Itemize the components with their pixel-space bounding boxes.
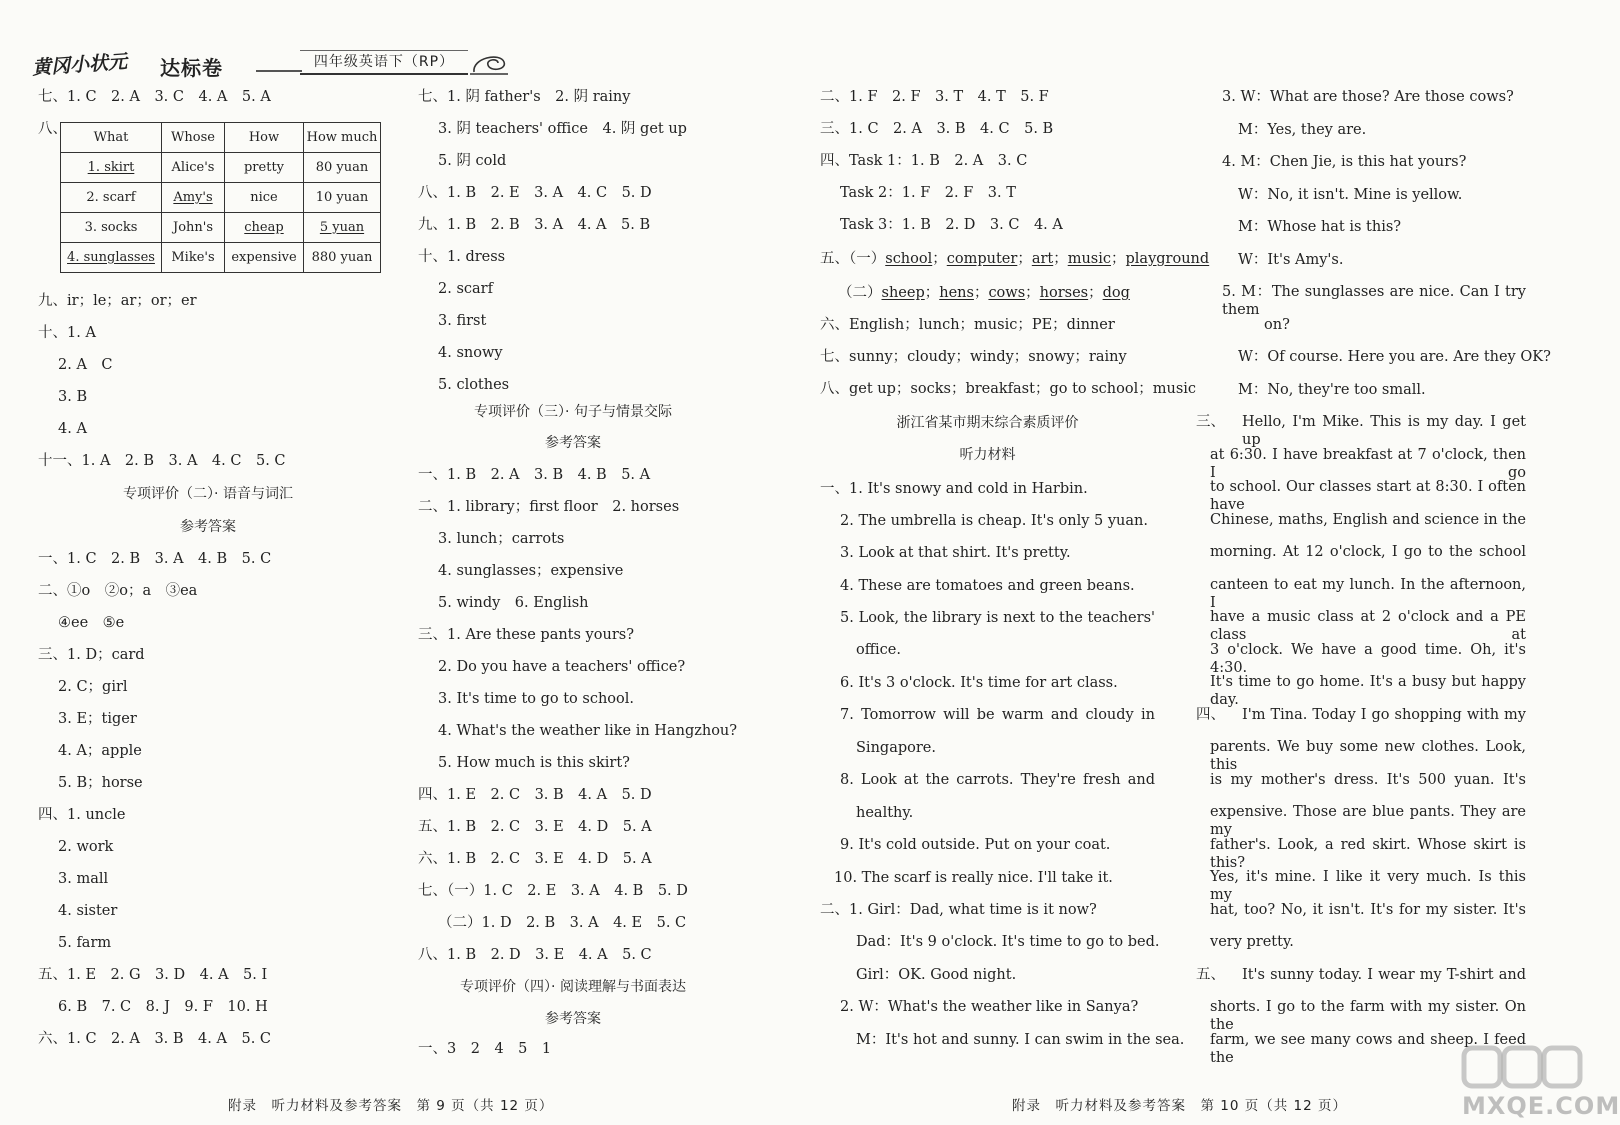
table-cell: Alice's: [171, 160, 215, 175]
brand-title: 达标卷: [160, 56, 223, 80]
passage-line: is my mother's dress. It's 500 yuan. It's: [1210, 772, 1526, 788]
answer-line: 4. sunglasses；expensive: [438, 563, 624, 579]
answer-line: 3. 阴 teachers' office 4. 阴 get up: [438, 121, 687, 137]
answer-line: 七、1. 阴 father's 2. 阴 rainy: [418, 89, 631, 105]
transcript-line: 10. The scarf is really nice. I'll take it.: [834, 870, 1113, 886]
answer-line: 5. windy 6. English: [438, 595, 589, 611]
answer-line: 3. E；tiger: [58, 711, 137, 727]
transcript-line: 8. Look at the carrots. They're fresh and: [840, 772, 1155, 788]
section-heading: 专项评价（四）· 阅读理解与书面表达: [460, 979, 686, 995]
passage-line: farm, we see many cows and sheep. I feed the: [1210, 1032, 1526, 1066]
table-cell: 5 yuan: [319, 220, 365, 235]
passage-line: very pretty.: [1210, 934, 1294, 950]
answer-line: 4. sister: [58, 903, 118, 919]
answer-line: ④ee ⑤e: [58, 615, 125, 631]
answer-line: 七、1. C 2. A 3. C 4. A 5. A: [38, 89, 271, 105]
answer-line: 4. A；apple: [58, 743, 142, 759]
section-subheading: 参考答案: [545, 1011, 601, 1027]
table-header-row: [61, 123, 381, 153]
page-header: [28, 44, 498, 80]
answer-line: 五、1. B 2. C 3. E 4. D 5. A: [418, 819, 652, 835]
answer-line: 4. A: [58, 421, 87, 437]
table-cell: 2. scarf: [86, 190, 136, 205]
table-cell: 4. sunglasses: [67, 250, 155, 265]
table-header: How much: [304, 123, 381, 153]
underlined-word: sheep: [881, 285, 925, 301]
answer-line: 八、get up；socks；breakfast；go to school；music: [820, 381, 1197, 397]
table-cell: Mike's: [171, 250, 215, 265]
passage-line: at 6:30. I have breakfast at 7 o'clock, then I go: [1210, 447, 1526, 481]
passage-line: Chinese, maths, English and science in the: [1210, 512, 1526, 528]
answer-line: 一、1. C 2. B 3. A 4. B 5. C: [38, 551, 272, 567]
passage-line: It's sunny today. I wear my T-shirt and: [1242, 967, 1526, 983]
answer-line: 3. mall: [58, 871, 109, 887]
transcript-line: 二、1. Girl：Dad, what time is it now?: [820, 902, 1097, 918]
answer-line: 五、1. E 2. G 3. D 4. A 5. I: [38, 967, 268, 983]
table-cell: expensive: [231, 250, 297, 265]
passage-line: parents. We buy some new clothes. Look, this: [1210, 739, 1526, 773]
table-row: [61, 183, 381, 213]
section-subheading: 听力材料: [959, 447, 1016, 463]
answer-line: 5. clothes: [438, 377, 510, 393]
answer-line: 七、（一）1. C 2. E 3. A 4. B 5. D: [418, 883, 688, 899]
section-subheading: 参考答案: [180, 519, 236, 535]
answer-line-underlined: （二）sheep；hens；cows；horses；dog: [838, 285, 1130, 301]
answer-line: 三、1. C 2. A 3. B 4. C 5. B: [820, 121, 1054, 137]
grade-label: 四年级英语下（RP）: [300, 50, 468, 75]
page-footer-left: 附录 听力材料及参考答案 第 9 页（共 12 页）: [228, 1098, 554, 1114]
transcript-line: on?: [1264, 317, 1290, 333]
answer-line: 一、3 2 4 5 1: [418, 1041, 552, 1057]
transcript-line: 5. Look, the library is next to the teachers': [840, 610, 1155, 626]
table-cell: 880 yuan: [311, 250, 373, 265]
section-label: 三、: [1196, 414, 1225, 430]
answer-line: 七、sunny；cloudy；windy；snowy；rainy: [820, 349, 1127, 365]
page-footer-right: 附录 听力材料及参考答案 第 10 页（共 12 页）: [1012, 1098, 1348, 1114]
answer-line: 九、ir；le；ar；or；er: [38, 293, 197, 309]
table-row: [61, 213, 381, 243]
table-cell: 80 yuan: [315, 160, 369, 175]
table-cell: John's: [172, 220, 214, 235]
table-cell: 10 yuan: [315, 190, 369, 205]
answer-line-underlined: 五、（一）school；computer；art；music；playground: [820, 251, 1210, 267]
watermark-text: MXQE.COM: [1462, 1092, 1620, 1120]
answer-line: 四、1. E 2. C 3. B 4. A 5. D: [418, 787, 652, 803]
answer-line: 4. snowy: [438, 345, 503, 361]
underlined-word: art: [1031, 251, 1054, 267]
transcript-line: 4. These are tomatoes and green beans.: [840, 578, 1135, 594]
passage-line: It's time to go home. It's a busy but happy day.: [1210, 674, 1526, 708]
transcript-line: Girl：OK. Good night.: [856, 967, 1017, 983]
table-cell: 1. skirt: [87, 160, 135, 175]
answer-line: 一、1. B 2. A 3. B 4. B 5. A: [418, 467, 651, 483]
section-label: 五、（一）: [820, 251, 886, 267]
table-cell: cheap: [244, 220, 284, 235]
table-header: How: [225, 123, 304, 153]
transcript-line: M：Yes, they are.: [1238, 122, 1367, 138]
underlined-word: computer: [946, 251, 1018, 267]
passage-line: to school. Our classes start at 8:30. I often have: [1210, 479, 1526, 513]
transcript-line: M：It's hot and sunny. I can swim in the sea.: [856, 1032, 1185, 1048]
transcript-line: 2. W：What's the weather like in Sanya?: [840, 999, 1139, 1015]
section-label: 五、: [1196, 967, 1225, 983]
table-header: What: [61, 123, 162, 153]
table-cell: nice: [250, 190, 278, 205]
passage-line: hat, too? No, it isn't. It's for my sister. It's: [1210, 902, 1526, 918]
passage-line: morning. At 12 o'clock, I go to the school: [1210, 544, 1526, 560]
answer-line: 3. B: [58, 389, 88, 405]
answer-line: 九、1. B 2. B 3. A 4. A 5. B: [418, 217, 651, 233]
passage-line: have a music class at 2 o'clock and a PE class at: [1210, 609, 1526, 643]
answer-line: Task 3：1. B 2. D 3. C 4. A: [840, 217, 1063, 233]
passage-line: I'm Tina. Today I go shopping with my: [1242, 707, 1526, 723]
section-subheading: 参考答案: [545, 435, 601, 451]
passage-line: Yes, it's mine. I like it very much. Is this my: [1210, 869, 1526, 903]
transcript-line: 3. Look at that shirt. It's pretty.: [840, 545, 1071, 561]
watermark-logo-icon: [1462, 1044, 1582, 1094]
transcript-line: M：Whose hat is this?: [1238, 219, 1402, 235]
answer-line: 6. B 7. C 8. J 9. F 10. H: [58, 999, 268, 1015]
answer-line: 二、1. library；first floor 2. horses: [418, 499, 680, 515]
underlined-word: music: [1067, 251, 1112, 267]
passage-line: father's. Look, a red skirt. Whose skirt is this?: [1210, 837, 1526, 871]
answer-line: 3. first: [438, 313, 487, 329]
transcript-line: M：No, they're too small.: [1238, 382, 1426, 398]
answer-line: 2. A C: [58, 357, 113, 373]
answer-line: 5. B；horse: [58, 775, 143, 791]
watermark: [1432, 1040, 1620, 1120]
answer-line: 2. C；girl: [58, 679, 128, 695]
transcript-line: office.: [856, 642, 901, 658]
table-row: [61, 243, 381, 273]
answer-line: 5. How much is this skirt?: [438, 755, 630, 771]
answer-line: 四、1. uncle: [38, 807, 126, 823]
transcript-line: 2. The umbrella is cheap. It's only 5 yuan.: [840, 513, 1148, 529]
transcript-line: 4. M：Chen Jie, is this hat yours?: [1222, 154, 1467, 170]
answer-line: 5. 阴 cold: [438, 153, 507, 169]
answer-line: 2. work: [58, 839, 114, 855]
answer-line: 六、1. C 2. A 3. B 4. A 5. C: [38, 1031, 272, 1047]
section-heading: 专项评价（三）· 句子与情景交际: [474, 404, 672, 420]
underlined-word: school: [885, 251, 933, 267]
answer-line: 2. scarf: [438, 281, 493, 297]
answer-line: 十、1. dress: [418, 249, 506, 265]
answer-line: 二、①o ②o；a ③ea: [38, 583, 198, 599]
answer-line: 十一、1. A 2. B 3. A 4. C 5. C: [38, 453, 286, 469]
table-cell: 3. socks: [84, 220, 138, 235]
answer-line: 六、English；lunch；music；PE；dinner: [820, 317, 1115, 333]
answer-line: 3. lunch；carrots: [438, 531, 565, 547]
answer-line: Task 2：1. F 2. F 3. T: [840, 185, 1016, 201]
answer-line: 4. What's the weather like in Hangzhou?: [438, 723, 738, 739]
transcript-line: W：No, it isn't. Mine is yellow.: [1238, 187, 1463, 203]
answer-line: 四、Task 1：1. B 2. A 3. C: [820, 153, 1028, 169]
transcript-line: Dad：It's 9 o'clock. It's time to go to bed.: [856, 934, 1160, 950]
transcript-line: 3. W：What are those? Are those cows?: [1222, 89, 1514, 105]
table-row: [61, 153, 381, 183]
answer-line: 十、1. A: [38, 325, 96, 341]
section-label: 四、: [1196, 707, 1225, 723]
section-heading: 专项评价（二）· 语音与词汇: [123, 486, 293, 502]
answer-line: 八、1. B 2. E 3. A 4. C 5. D: [418, 185, 652, 201]
underlined-word: cows: [988, 285, 1026, 301]
underlined-word: hens: [939, 285, 974, 301]
passage-line: 3 o'clock. We have a good time. Oh, it's 4:30.: [1210, 642, 1526, 676]
passage-line: shorts. I go to the farm with my sister. On the: [1210, 999, 1526, 1033]
answer-line: 八、1. B 2. D 3. E 4. A 5. C: [418, 947, 652, 963]
passage-line: expensive. Those are blue pants. They are my: [1210, 804, 1526, 838]
underlined-word: playground: [1125, 251, 1210, 267]
transcript-line: W：It's Amy's.: [1238, 252, 1344, 268]
transcript-line: 5. M：The sunglasses are nice. Can I try them: [1222, 284, 1526, 318]
underlined-word: horses: [1039, 285, 1089, 301]
answer-line: 3. It's time to go to school.: [438, 691, 634, 707]
header-divider: [256, 70, 302, 72]
table-cell: Amy's: [173, 190, 213, 205]
answer-line: 六、1. B 2. C 3. E 4. D 5. A: [418, 851, 652, 867]
answer-line: 5. farm: [58, 935, 112, 951]
section-label: （二）: [838, 285, 882, 301]
answer-line: 三、1. Are these pants yours?: [418, 627, 634, 643]
answer-line: 2. Do you have a teachers' office?: [438, 659, 686, 675]
section-label: 八、: [38, 121, 67, 137]
transcript-line: 9. It's cold outside. Put on your coat.: [840, 837, 1111, 853]
answer-line: （二）1. D 2. B 3. A 4. E 5. C: [438, 915, 687, 931]
transcript-line: Singapore.: [856, 740, 936, 756]
passage-line: Hello, I'm Mike. This is my day. I get up: [1242, 414, 1526, 448]
brand-script-logo: 黄冈小状元: [31, 50, 128, 80]
table-header: Whose: [162, 123, 225, 153]
answer-line: 三、1. D；card: [38, 647, 145, 663]
transcript-line: 7. Tomorrow will be warm and cloudy in: [840, 707, 1155, 723]
swirl-ornament-icon: [470, 50, 510, 76]
answer-table: [60, 122, 381, 273]
section-heading: 浙江省某市期末综合素质评价: [896, 415, 1079, 431]
table-cell: pretty: [243, 160, 285, 175]
answer-line: 二、1. F 2. F 3. T 4. T 5. F: [820, 89, 1049, 105]
underlined-word: dog: [1102, 285, 1130, 301]
passage-line: canteen to eat my lunch. In the afternoon, I: [1210, 577, 1526, 611]
transcript-line: 6. It's 3 o'clock. It's time for art class.: [840, 675, 1118, 691]
transcript-line: healthy.: [856, 805, 914, 821]
transcript-line: W：Of course. Here you are. Are they OK?: [1238, 349, 1551, 365]
transcript-line: 一、1. It's snowy and cold in Harbin.: [820, 481, 1088, 497]
